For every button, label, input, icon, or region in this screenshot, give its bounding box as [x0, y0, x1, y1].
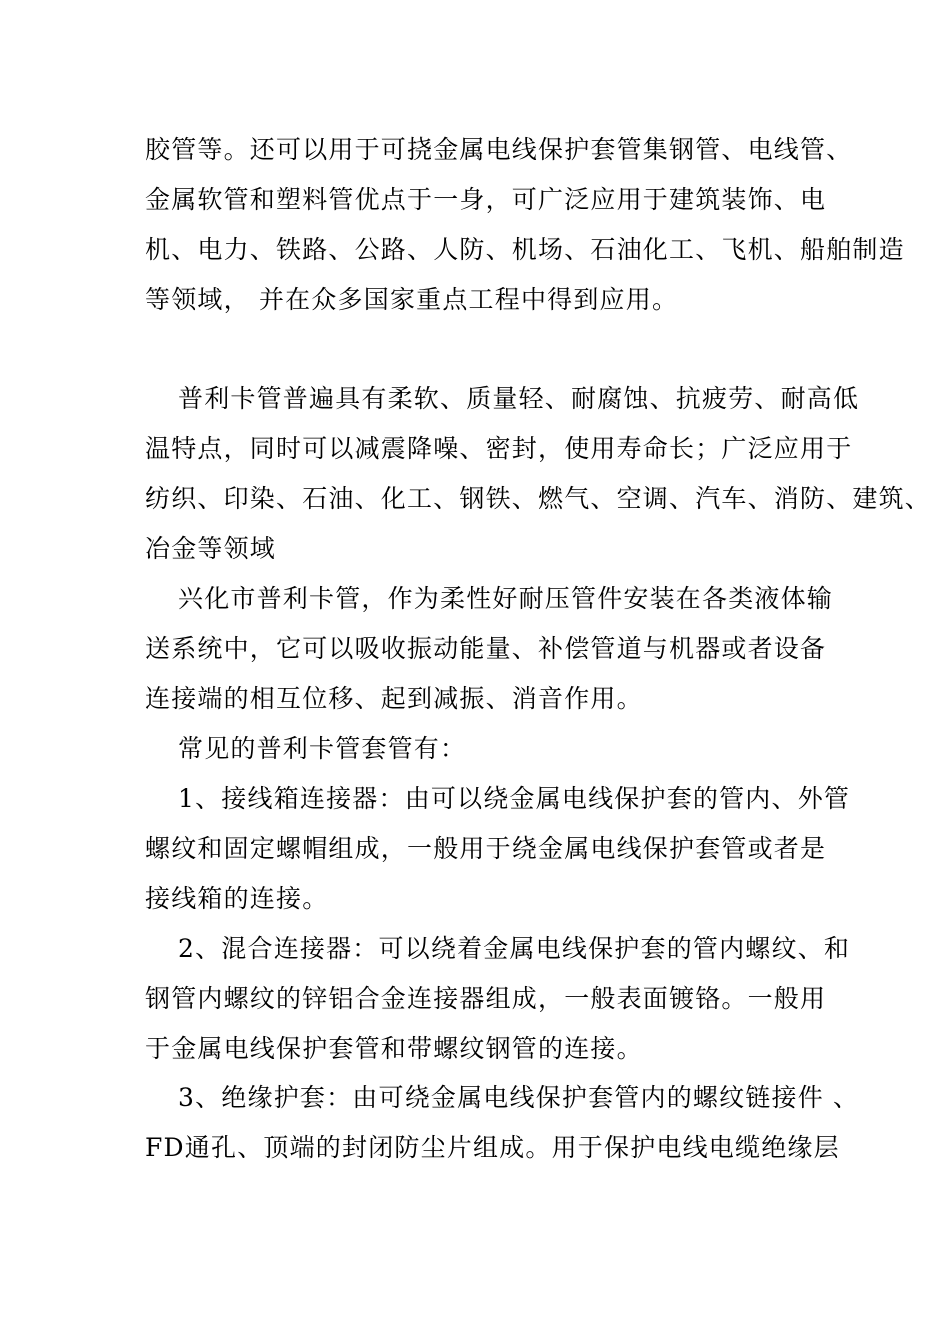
- text-line: 胶管等。还可以用于可挠金属电线保护套管集钢管、电线管、: [145, 135, 853, 164]
- text-line: 冶金等领域: [145, 534, 277, 563]
- text-line: 送系统中，它可以吸收振动能量、补偿管道与机器或者设备: [145, 634, 827, 663]
- list-item-line: 3、绝缘护套：由可绕金属电线保护套管内的螺纹链接件 、: [178, 1083, 860, 1112]
- list-item-line: 1、接线箱连接器：由可以绕金属电线保护套的管内、外管: [178, 784, 851, 813]
- text-line: 等领域， 并在众多国家重点工程中得到应用。: [145, 285, 679, 314]
- text-line: 连接端的相互位移、起到减振、消音作用。: [145, 684, 643, 713]
- list-item-line: 接线箱的连接。: [145, 884, 329, 913]
- list-item-line: 于金属电线保护套管和带螺纹钢管的连接。: [145, 1034, 643, 1063]
- text-line: 兴化市普利卡管，作为柔性好耐压管件安装在各类液体输: [178, 584, 834, 613]
- list-item-line: 2、混合连接器：可以绕着金属电线保护套的管内螺纹、和: [178, 934, 851, 963]
- text-line: 温特点，同时可以减震降噪、密封，使用寿命长；广泛应用于: [145, 434, 853, 463]
- list-item-line: 螺纹和固定螺帽组成，一般用于绕金属电线保护套管或者是: [145, 834, 827, 863]
- list-item-line: 钢管内螺纹的锌铝合金连接器组成，一般表面镀铬。一般用: [145, 984, 827, 1013]
- text-line: 金属软管和塑料管优点于一身，可广泛应用于建筑装饰、电: [145, 185, 827, 214]
- text-line: 机、电力、铁路、公路、人防、机场、石油化工、飞机、船舶制造: [145, 235, 905, 264]
- text-line: 常见的普利卡管套管有：: [178, 734, 467, 763]
- text-line: 普利卡管普遍具有柔软、质量轻、耐腐蚀、抗疲劳、耐高低: [178, 384, 860, 413]
- list-item-line: FD通孔、顶端的封闭防尘片组成。用于保护电线电缆绝缘层: [145, 1133, 840, 1162]
- text-line: 纺织、印染、石油、化工、钢铁、燃气、空调、汽车、消防、建筑、: [145, 484, 932, 513]
